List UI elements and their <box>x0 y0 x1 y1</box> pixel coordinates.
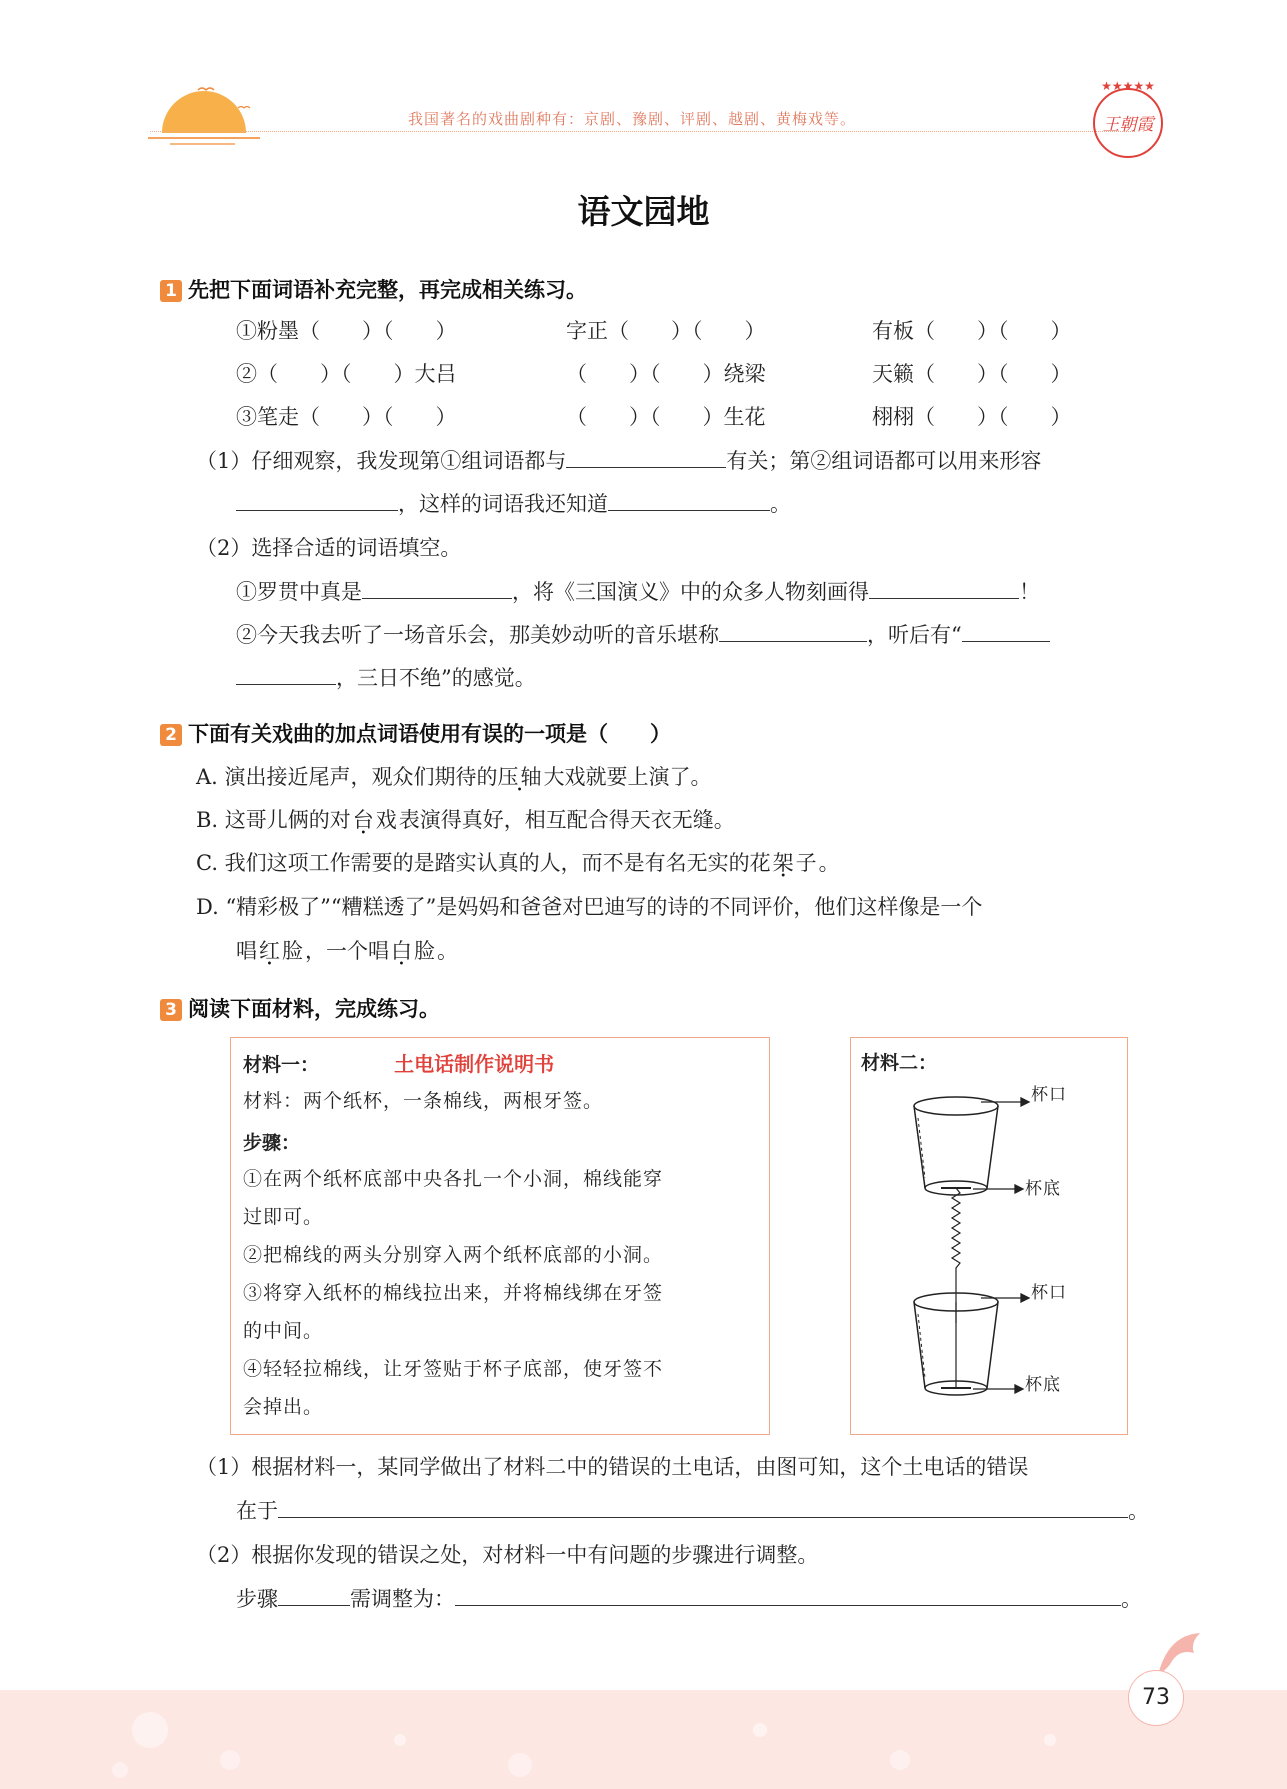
q1-row2-col1: ②（ ）（ ）大吕 <box>236 362 457 386</box>
top-cup-icon <box>914 1097 998 1195</box>
q2-d-dotted-2: 唱白脸 <box>368 939 437 963</box>
q3-blank-2[interactable] <box>455 1585 1121 1606</box>
header-tip: 我国著名的戏曲剧种有：京剧、豫剧、评剧、越剧、黄梅戏等。 <box>408 110 857 128</box>
page-number: 73 <box>1142 1685 1170 1710</box>
q1-heading-text: 先把下面词语补充完整，再完成相关练习。 <box>188 278 587 302</box>
q1-part1-line2 <box>236 489 791 519</box>
material-one-step1a: ①在两个纸杯底部中央各扎一个小洞，棉线能穿 <box>243 1168 664 1190</box>
q2-a-pre: A. 演出接近尾声，观众们期待的 <box>196 765 498 789</box>
q1-part1-line1 <box>196 446 1041 476</box>
q2-d-mid: ，一个 <box>305 939 368 963</box>
material-one-step2: ②把棉线的两头分别穿入两个纸杯底部的小洞。 <box>243 1244 664 1266</box>
q1-blank-4[interactable] <box>362 578 512 599</box>
q1-part2-item2-line1 <box>236 620 1050 650</box>
label-cup-mouth-2: 杯口 <box>1031 1283 1067 1303</box>
material-two-label: 材料二： <box>861 1052 938 1074</box>
q1-blank-1[interactable] <box>566 447 726 468</box>
q1-blank-5[interactable] <box>869 578 1019 599</box>
q1-row1-col2: 字正（ ）（ ） <box>566 319 766 343</box>
q3-part2-line2 <box>236 1584 1142 1614</box>
q1-p2-1-text-a: ①罗贯中真是 <box>236 580 362 604</box>
label-cup-bottom-2: 杯底 <box>1025 1375 1061 1395</box>
q3-p1-text-b: 在于 <box>236 1499 278 1523</box>
q1-p2-2-text-b: ，听后有“ <box>867 623 962 647</box>
sunset-logo <box>140 78 260 150</box>
q2-c-pre: C. 我们这项工作需要的是踏实认真的人，而不是有名无实的 <box>196 851 750 875</box>
q2-option-d-line2 <box>236 936 458 966</box>
q1-p1-text-d: 。 <box>770 492 791 516</box>
q2-number: 2 <box>160 724 182 746</box>
q1-blank-7[interactable] <box>962 621 1050 642</box>
q3-heading-text: 阅读下面材料，完成练习。 <box>188 997 440 1021</box>
q3-p2-text-b: 需调整为： <box>350 1587 455 1611</box>
q2-a-post: 大戏就要上演了。 <box>543 765 712 789</box>
q3-p2-end: 。 <box>1121 1587 1142 1611</box>
q3-part2-line1: （2）根据你发现的错误之处，对材料一中有问题的步骤进行调整。 <box>196 1543 819 1567</box>
header-divider <box>150 131 1135 132</box>
q2-option-b[interactable] <box>196 805 735 835</box>
footer-bubbles <box>0 1690 1287 1789</box>
material-one-title: 土电话制作说明书 <box>394 1052 555 1076</box>
label-cup-mouth-1: 杯口 <box>1031 1085 1067 1105</box>
q1-part2-item1 <box>236 577 1040 607</box>
q1-p2-1-text-b: ，将《三国演义》中的众多人物刻画得 <box>512 580 869 604</box>
q2-d-end: 。 <box>437 939 458 963</box>
material-one-steps-label: 步骤： <box>243 1132 301 1154</box>
string-telephone-diagram <box>911 1088 1121 1428</box>
q1-blank-8[interactable] <box>236 664 336 685</box>
q1-row2-col2: （ ）（ ）绕梁 <box>566 362 766 386</box>
q1-p1-text-c: ，这样的词语我还知道 <box>398 492 608 516</box>
q2-c-post: 。 <box>818 851 840 875</box>
q2-b-post: 表演得真好，相互配合得天衣无缝。 <box>398 808 735 832</box>
q1-row3-col2: （ ）（ ）生花 <box>566 405 766 429</box>
q1-row2-col3: 天籁（ ）（ ） <box>872 362 1072 386</box>
q2-option-c[interactable] <box>196 848 840 878</box>
q1-row3-col1: ③笔走（ ）（ ） <box>236 405 457 429</box>
q2-heading-text: 下面有关戏曲的加点词语使用有误的一项是（ ） <box>188 722 671 746</box>
q1-part2-heading: （2）选择合适的词语填空。 <box>196 536 462 560</box>
q2-c-dotted: 花架子 <box>749 851 819 875</box>
q1-p2-2-text-a: ②今天我去听了一场音乐会，那美妙动听的音乐堪称 <box>236 623 719 647</box>
q1-part2-item2-line2 <box>236 663 536 693</box>
material-one-step3b: 的中间。 <box>243 1320 324 1342</box>
q1-row3-col3: 栩栩（ ）（ ） <box>872 405 1072 429</box>
q3-p1-end: 。 <box>1128 1499 1149 1523</box>
q1-p1-text-b: 有关；第②组词语都可以用来形容 <box>726 449 1042 473</box>
q2-a-dotted: 压轴 <box>497 765 544 789</box>
stamp-text: 王朝霞 <box>1102 115 1154 135</box>
q2-b-dotted: 对台戏 <box>329 808 399 832</box>
q1-blank-3[interactable] <box>608 490 770 511</box>
q2-b-pre: B. 这哥儿俩的 <box>196 808 330 832</box>
material-one-step4a: ④轻轻拉棉线，让牙签贴于杯子底部，使牙签不 <box>243 1358 664 1380</box>
q1-blank-2[interactable] <box>236 490 398 511</box>
material-one-step4b: 会掉出。 <box>243 1396 324 1418</box>
q3-part1-line1: （1）根据材料一，某同学做出了材料二中的错误的土电话，由图可知，这个土电话的错误 <box>196 1455 1029 1479</box>
q1-number: 1 <box>160 280 182 302</box>
svg-text:★★★★★: ★★★★★ <box>1101 79 1155 93</box>
q3-blank-1[interactable] <box>278 1497 1128 1518</box>
q3-part1-line2 <box>236 1496 1149 1526</box>
q1-row1-col3: 有板（ ）（ ） <box>872 319 1072 343</box>
material-one-box <box>230 1037 770 1435</box>
q2-option-a[interactable] <box>196 762 712 792</box>
material-two-box <box>850 1037 1128 1435</box>
page-title: 语文园地 <box>577 192 710 231</box>
q1-blank-6[interactable] <box>719 621 867 642</box>
q2-option-d-line1[interactable]: D. “精彩极了”“糟糕透了”是妈妈和爸爸对巴迪写的诗的不同评价，他们这样像是一个 <box>196 895 983 919</box>
q1-heading <box>160 274 587 304</box>
q3-number: 3 <box>160 999 182 1021</box>
q2-heading <box>160 718 671 748</box>
material-one-step1b: 过即可。 <box>243 1206 324 1228</box>
q2-d-dotted-1: 唱红脸 <box>236 939 305 963</box>
q1-row1-col1: ①粉墨（ ）（ ） <box>236 319 457 343</box>
q3-blank-step[interactable] <box>278 1585 350 1606</box>
material-one-header <box>243 1048 554 1077</box>
q1-p2-2-text-c: ，三日不绝”的感觉。 <box>336 666 536 690</box>
q1-p2-1-text-c: ！ <box>1019 580 1040 604</box>
material-one-label: 材料一： <box>243 1054 320 1076</box>
bottom-cup-icon <box>914 1293 998 1395</box>
author-stamp <box>1085 76 1171 162</box>
label-cup-bottom-1: 杯底 <box>1025 1179 1061 1199</box>
q1-p1-text-a: （1）仔细观察，我发现第①组词语都与 <box>196 449 567 473</box>
material-one-materials: 材料：两个纸杯，一条棉线，两根牙签。 <box>243 1090 604 1112</box>
q3-heading <box>160 993 440 1023</box>
material-one-step3a: ③将穿入纸杯的棉线拉出来，并将棉线绑在牙签 <box>243 1282 664 1304</box>
q3-p2-text-a: 步骤 <box>236 1587 278 1611</box>
page-number-badge <box>1128 1670 1184 1726</box>
label-arrows <box>973 1098 1029 1393</box>
